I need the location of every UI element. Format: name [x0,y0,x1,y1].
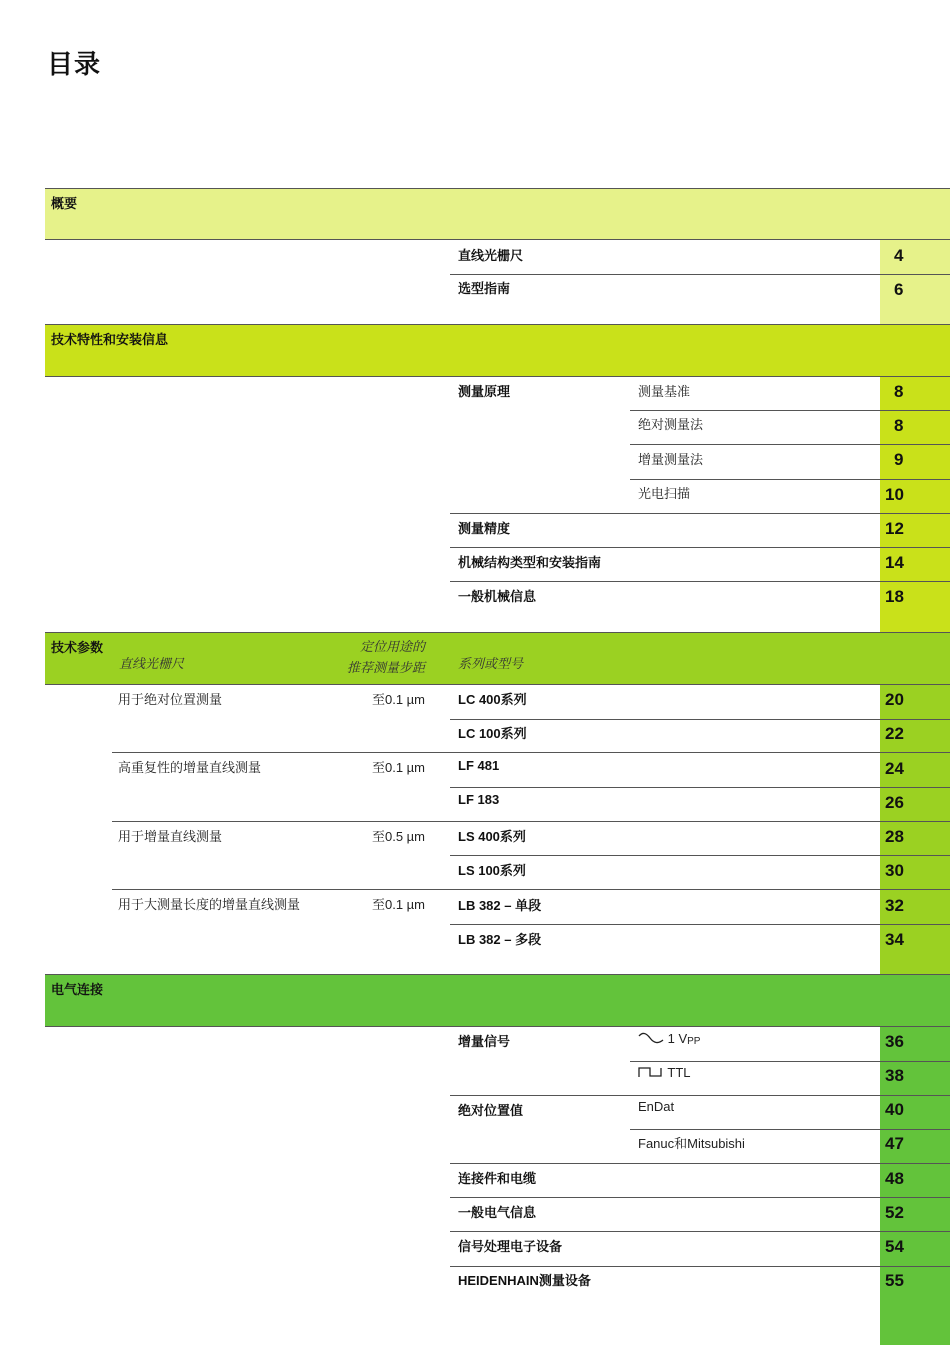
section-label: 技术特性和安装信息 [51,332,169,347]
toc-entry-title[interactable]: 绝对位置值 [458,1103,524,1118]
toc-entry-title[interactable]: 直线光栅尺 [458,248,524,263]
toc-page-number[interactable]: 34 [885,930,904,949]
toc-page-number[interactable]: 48 [885,1169,904,1188]
toc-entry-subtitle[interactable]: 光电扫描 [638,486,691,501]
toc-entry-title[interactable]: 一般电气信息 [458,1205,537,1220]
toc-entry-title[interactable]: LF 183 [458,792,500,807]
toc-page-number[interactable]: 10 [885,485,904,504]
toc-entry-title[interactable]: 增量信号 [458,1034,511,1049]
divider [450,581,950,582]
divider [450,787,950,788]
measuring-step: 至0.5 µm [371,829,425,844]
toc-entry-title[interactable]: 连接件和电缆 [458,1171,537,1186]
divider [45,376,950,377]
toc-entry-title[interactable]: LS 100系列 [458,863,526,878]
page-number-column [880,240,950,324]
toc-entry-title[interactable]: LB 382 – 多段 [458,932,542,947]
toc-entry-subtitle[interactable]: Fanuc和Mitsubishi [638,1136,745,1151]
toc-entry-title[interactable]: 机械结构类型和安装指南 [458,555,602,570]
column-header-series: 系列或型号 [458,656,524,671]
section-label: 概要 [51,196,78,211]
divider [630,444,950,445]
divider [630,410,950,411]
toc-entry-title[interactable]: HEIDENHAIN测量设备 [458,1273,591,1288]
encoder-description: 高重复性的增量直线测量 [118,760,262,775]
measuring-step: 至0.1 µm [371,692,425,707]
toc-page-number[interactable]: 8 [894,382,904,401]
toc-entry-subtitle[interactable]: 测量基准 [638,384,691,399]
divider [450,1095,950,1096]
divider [450,719,950,720]
toc-entry-title[interactable]: 选型指南 [458,281,511,296]
section-header-tech [45,324,950,376]
encoder-description: 用于绝对位置测量 [118,692,223,707]
signal-ttl[interactable] [638,1065,691,1080]
square-wave-icon [638,1066,664,1078]
divider [112,821,950,822]
vpp-label: 1 V [667,1031,688,1046]
column-header-step: 推荐测量步距 [346,660,425,675]
toc-page-number[interactable]: 52 [885,1203,904,1222]
toc-page-number[interactable]: 30 [885,861,904,880]
divider [450,1231,950,1232]
toc-entry-title[interactable]: LC 400系列 [458,692,527,707]
toc-page-number[interactable]: 18 [885,587,904,606]
page-title: 目录 [47,49,102,79]
section-header-params [45,632,950,684]
toc-entry-subtitle[interactable]: EnDat [638,1099,675,1114]
toc-page-number[interactable]: 26 [885,793,904,812]
column-header-encoder: 直线光栅尺 [119,656,185,671]
encoder-description: 用于增量直线测量 [118,829,223,844]
toc-page-number[interactable]: 32 [885,896,904,915]
toc-page-number[interactable]: 24 [885,759,904,778]
divider [450,924,950,925]
toc-entry-title[interactable]: LB 382 – 单段 [458,898,542,913]
ttl-label: TTL [667,1065,691,1080]
divider [45,239,950,240]
toc-page-number[interactable]: 12 [885,519,904,538]
section-header-electrical [45,974,950,1026]
divider [112,889,950,890]
column-header-step: 定位用途的 [359,639,425,654]
toc-entry-title[interactable]: 测量原理 [458,384,511,399]
toc-page-number[interactable]: 47 [885,1134,904,1153]
toc-entry-title[interactable]: LC 100系列 [458,726,527,741]
divider [450,274,950,275]
section-header-overview [45,188,950,240]
divider [630,1061,950,1062]
toc-page-number[interactable]: 14 [885,553,904,572]
divider [630,1129,950,1130]
toc-page-number[interactable]: 4 [894,246,904,265]
sine-wave-icon [638,1032,664,1044]
divider [450,547,950,548]
toc-page-number[interactable]: 8 [894,416,904,435]
section-label: 电气连接 [51,982,104,997]
toc-page-number[interactable]: 6 [894,280,904,299]
section-label: 技术参数 [51,640,104,655]
divider [45,684,950,685]
toc-page-number[interactable]: 9 [894,450,904,469]
measuring-step: 至0.1 µm [371,897,425,912]
toc-entry-title[interactable]: 一般机械信息 [458,589,537,604]
encoder-description: 用于大测量长度的增量直线测量 [118,897,301,912]
divider [45,1026,950,1027]
toc-entry-title[interactable]: LS 400系列 [458,829,526,844]
toc-page-number[interactable]: 40 [885,1100,904,1119]
toc-page-number[interactable]: 20 [885,690,904,709]
toc-page-number[interactable]: 36 [885,1032,904,1051]
divider [450,1163,950,1164]
measuring-step: 至0.1 µm [371,760,425,775]
divider [450,1266,950,1267]
signal-vpp[interactable] [638,1031,700,1047]
toc-page-number[interactable]: 28 [885,827,904,846]
divider [112,752,950,753]
divider [450,513,950,514]
toc-page-number[interactable]: 38 [885,1066,904,1085]
vpp-subscript: PP [687,1036,701,1047]
toc-entry-subtitle[interactable]: 增量测量法 [638,452,704,467]
toc-page-number[interactable]: 22 [885,724,904,743]
toc-page-number[interactable]: 54 [885,1237,904,1256]
toc-entry-title[interactable]: 信号处理电子设备 [458,1239,563,1254]
divider [450,855,950,856]
toc-page-number[interactable]: 55 [885,1271,904,1290]
toc-entry-subtitle[interactable]: 绝对测量法 [638,417,704,432]
divider [630,479,950,480]
toc-entry-title[interactable]: 测量精度 [458,521,511,536]
divider [450,1197,950,1198]
toc-entry-title[interactable]: LF 481 [458,758,500,773]
